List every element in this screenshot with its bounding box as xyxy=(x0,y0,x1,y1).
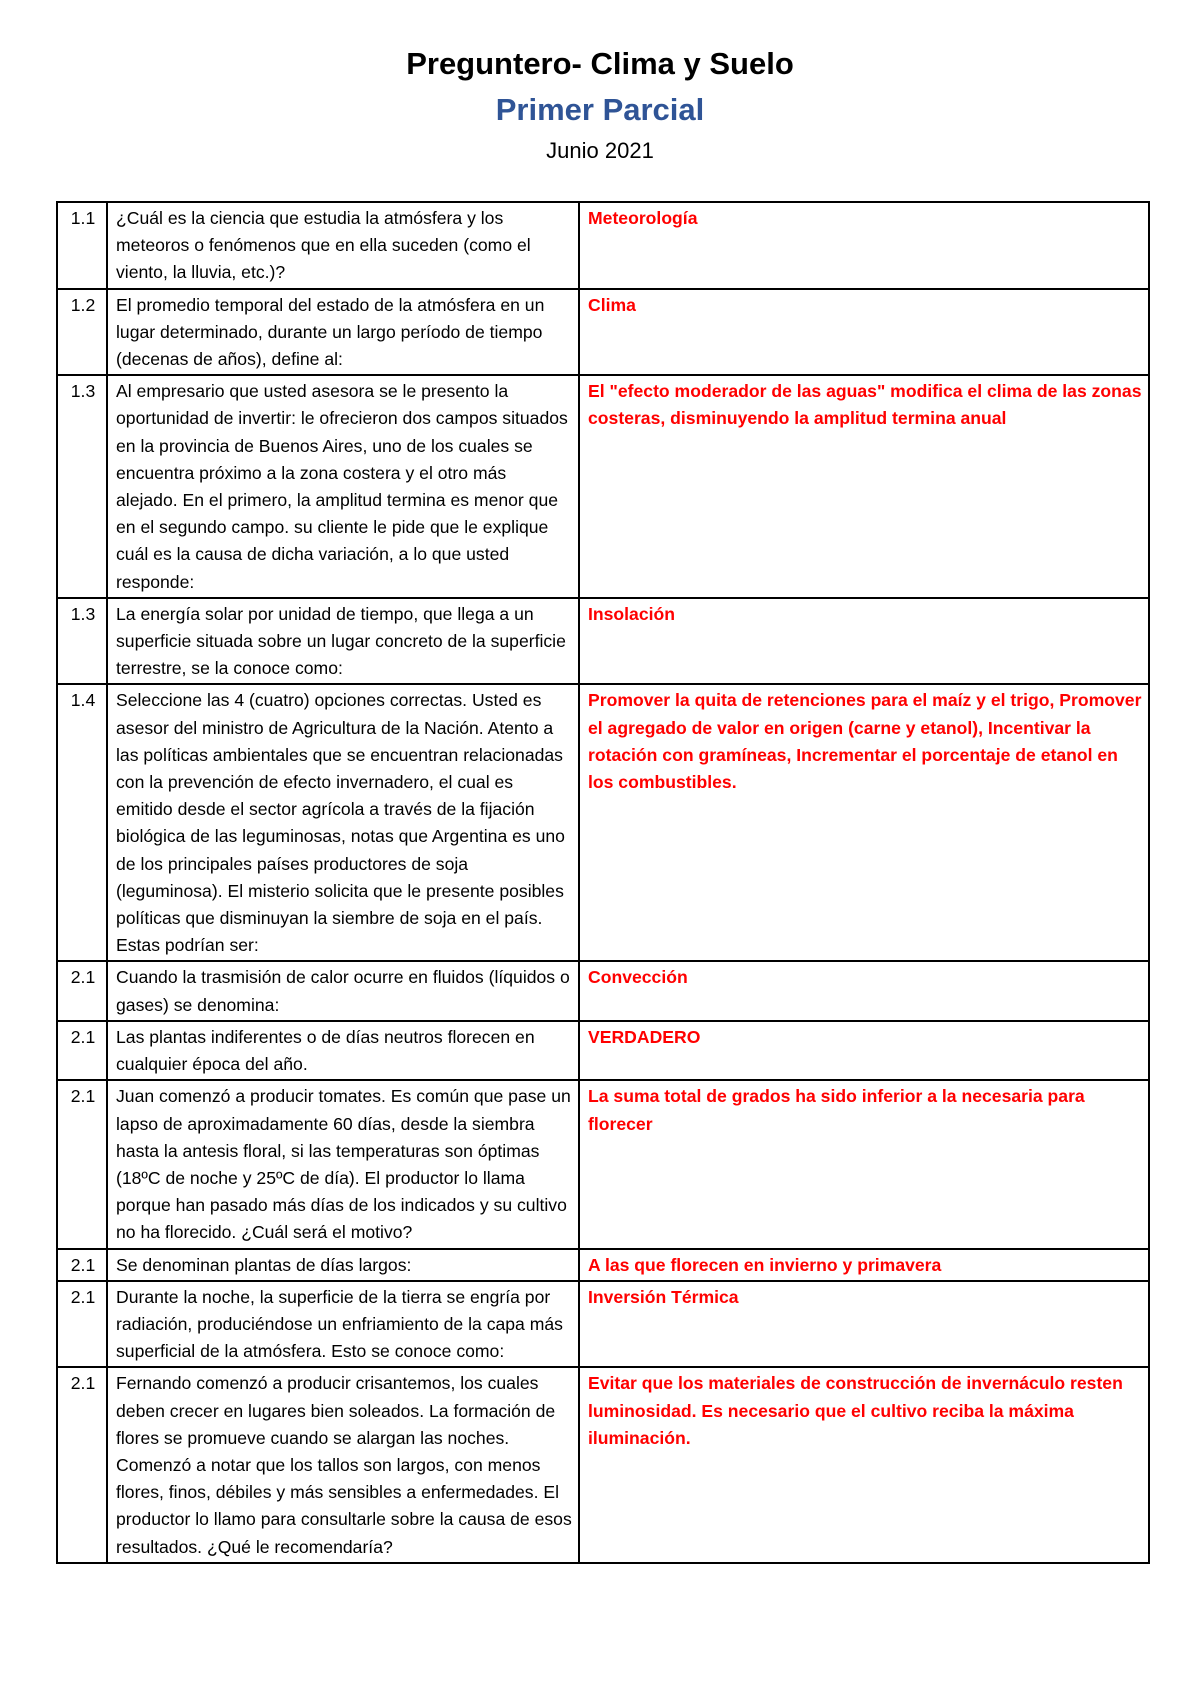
table-row xyxy=(57,1080,1149,1248)
question-text: Las plantas indiferentes o de días neutros florecen en cualquier época del año. xyxy=(107,1021,579,1080)
document-title: Preguntero- Clima y Suelo xyxy=(406,46,794,81)
table-row xyxy=(57,289,1149,376)
question-text: Cuando la trasmisión de calor ocurre en fluidos (líquidos o gases) se denomina: xyxy=(107,961,579,1020)
answer-text: Meteorología xyxy=(579,202,1149,289)
answer-text: Promover la quita de retenciones para el maíz y el trigo, Promover el agregado de valor en origen (carne y etanol), Incentivar la rotación con gramíneas, Incrementar el porcentaje de etanol en los combustibles. xyxy=(579,684,1149,961)
answer-text: El "efecto moderador de las aguas" modifica el clima de las zonas costeras, disminuyendo la amplitud termina anual xyxy=(579,375,1149,598)
answer-text: Clima xyxy=(579,289,1149,376)
table-row xyxy=(57,1281,1149,1368)
table-row xyxy=(57,202,1149,289)
answer-text: VERDADERO xyxy=(579,1021,1149,1080)
question-number: 1.3 xyxy=(57,598,107,685)
question-text: Durante la noche, la superficie de la tierra se engría por radiación, produciéndose un enfriamiento de la capa más superficial de la atmósfera. Esto se conoce como: xyxy=(107,1281,579,1368)
answer-text: Inversión Térmica xyxy=(579,1281,1149,1368)
question-number: 2.1 xyxy=(57,961,107,1020)
table-row xyxy=(57,598,1149,685)
table-row xyxy=(57,1021,1149,1080)
question-text: Al empresario que usted asesora se le presento la oportunidad de invertir: le ofrecieron dos campos situados en la provincia de Buenos Aires, uno de los cuales se encuentra próximo a la zona costera y el otro más alejado. En el primero, la amplitud termina es menor que en el segundo campo. su cliente le pide que le explique cuál es la causa de dicha variación, a lo que usted responde: xyxy=(107,375,579,598)
table-row xyxy=(57,1367,1149,1562)
question-text: ¿Cuál es la ciencia que estudia la atmósfera y los meteoros o fenómenos que en ella suceden (como el viento, la lluvia, etc.)? xyxy=(107,202,579,289)
table-row xyxy=(57,961,1149,1020)
question-answer-table xyxy=(56,201,1150,1564)
question-number: 2.1 xyxy=(57,1080,107,1248)
question-number: 1.3 xyxy=(57,375,107,598)
answer-text: Evitar que los materiales de construcción de invernáculo resten luminosidad. Es necesario que el cultivo reciba la máxima iluminación. xyxy=(579,1367,1149,1562)
document-subtitle: Primer Parcial xyxy=(495,92,705,127)
question-text: El promedio temporal del estado de la atmósfera en un lugar determinado, durante un largo período de tiempo (decenas de años), define al: xyxy=(107,289,579,376)
table-row xyxy=(57,684,1149,961)
table-row xyxy=(57,1249,1149,1281)
answer-text: La suma total de grados ha sido inferior a la necesaria para florecer xyxy=(579,1080,1149,1248)
question-number: 2.1 xyxy=(57,1367,107,1562)
question-number: 1.1 xyxy=(57,202,107,289)
table-row xyxy=(57,375,1149,598)
question-number: 2.1 xyxy=(57,1281,107,1368)
question-text: Se denominan plantas de días largos: xyxy=(107,1249,579,1281)
question-text: Seleccione las 4 (cuatro) opciones correctas. Usted es asesor del ministro de Agricultura de la Nación. Atento a las políticas ambientales que se encuentran relacionadas con la prevención de efecto invernadero, el cual es emitido desde el sector agrícola a través de la fijación biológica de las leguminosas, notas que Argentina es uno de los principales países productores de soja (leguminosa). El misterio solicita que le presente posibles políticas que disminuyan la siembre de soja en el país. Estas podrían ser: xyxy=(107,684,579,961)
question-text: Juan comenzó a producir tomates. Es común que pase un lapso de aproximadamente 60 días, desde la siembra hasta la antesis floral, si las temperaturas son óptimas (18ºC de noche y 25ºC de día). El productor lo llama porque han pasado más días de los indicados y su cultivo no ha florecido. ¿Cuál será el motivo? xyxy=(107,1080,579,1248)
question-number: 2.1 xyxy=(57,1021,107,1080)
answer-text: Insolación xyxy=(579,598,1149,685)
question-number: 2.1 xyxy=(57,1249,107,1281)
question-number: 1.2 xyxy=(57,289,107,376)
question-text: Fernando comenzó a producir crisantemos, los cuales deben crecer en lugares bien soleados. La formación de flores se promueve cuando se alargan las noches. Comenzó a notar que los tallos son largos, con menos flores, finos, débiles y más sensibles a enfermedades. El productor lo llamo para consultarle sobre la causa de esos resultados. ¿Qué le recomendaría? xyxy=(107,1367,579,1562)
document-date: Junio 2021 xyxy=(546,138,654,163)
question-text: La energía solar por unidad de tiempo, que llega a un superficie situada sobre un lugar concreto de la superficie terrestre, se la conoce como: xyxy=(107,598,579,685)
answer-text: A las que florecen en invierno y primavera xyxy=(579,1249,1149,1281)
question-number: 1.4 xyxy=(57,684,107,961)
answer-text: Convección xyxy=(579,961,1149,1020)
